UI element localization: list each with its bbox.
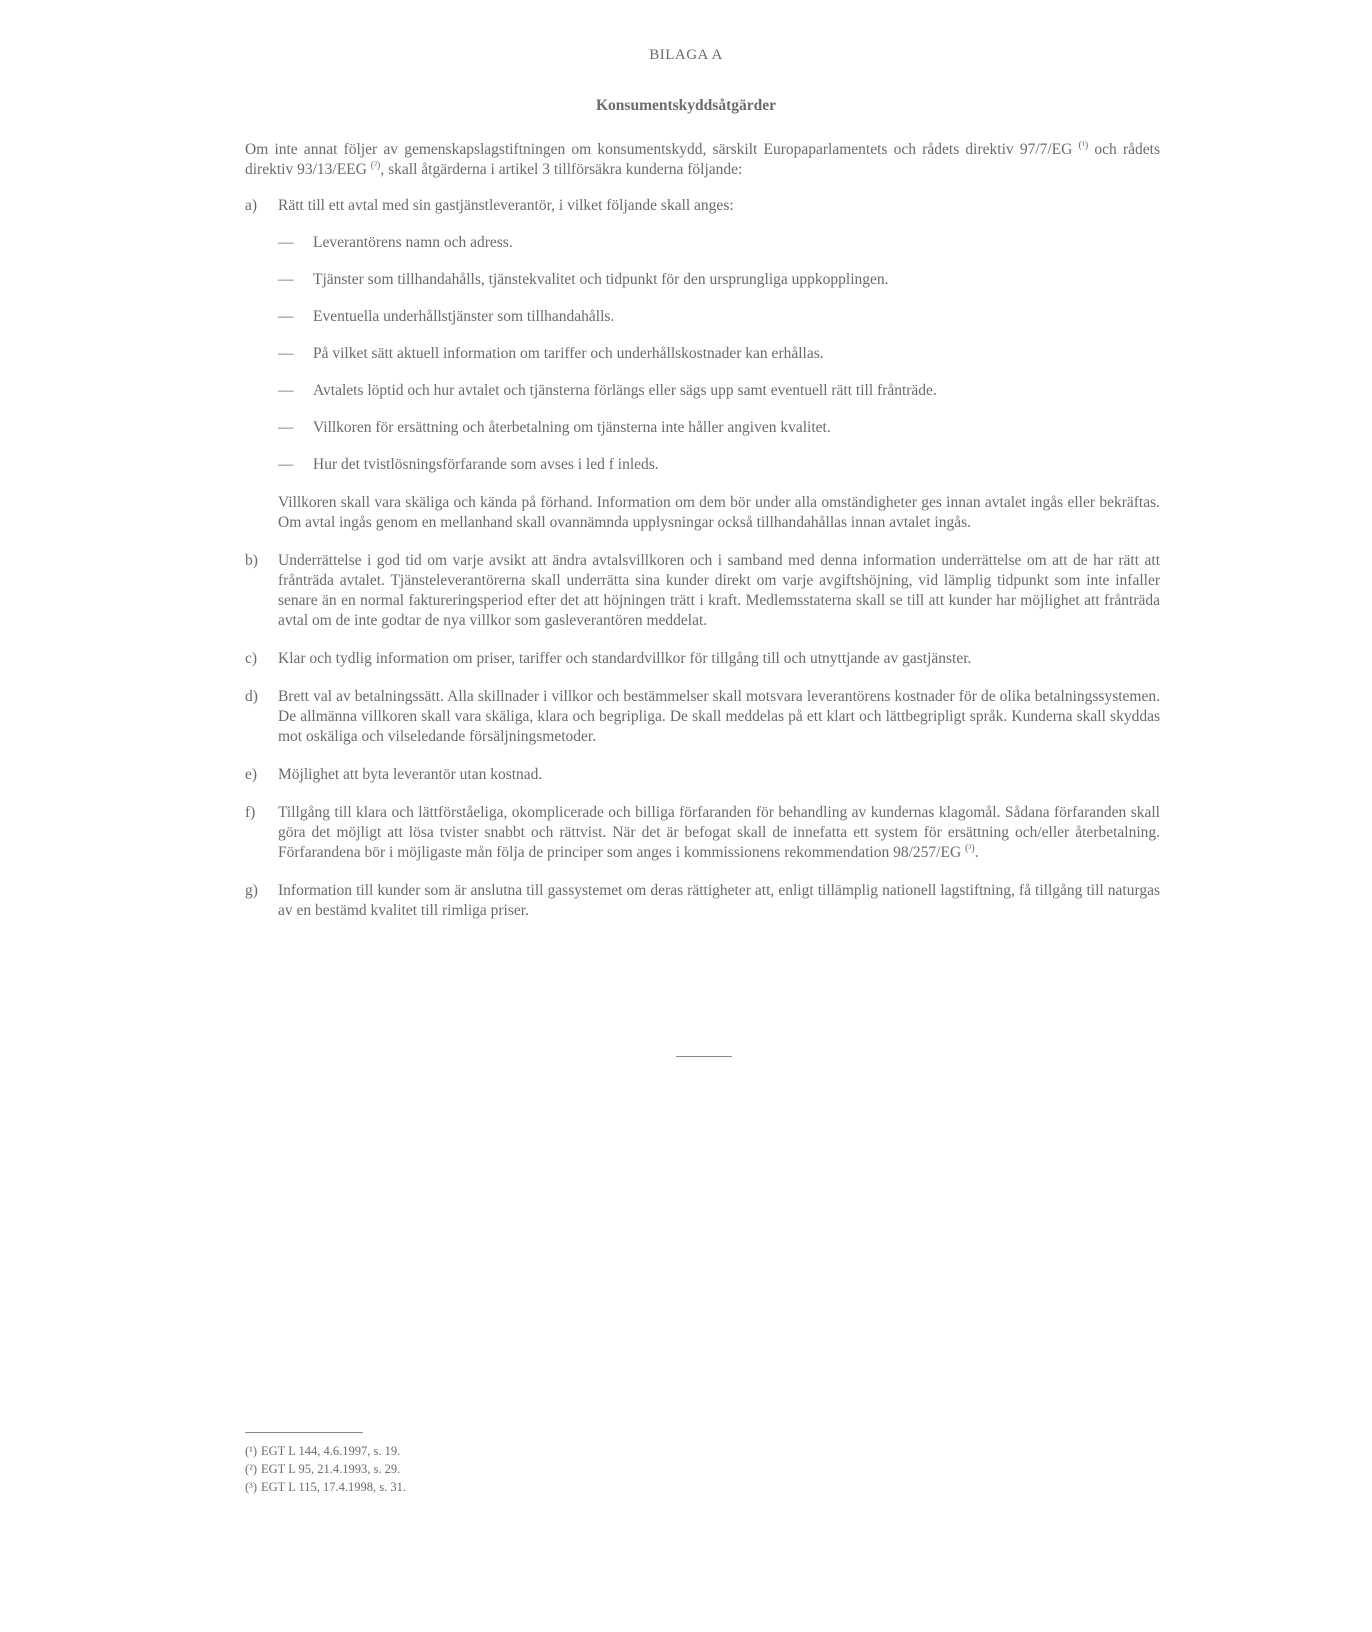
list-item-c: [245, 649, 1160, 669]
list-item-a: [245, 196, 1160, 533]
annex-title: BILAGA A: [649, 47, 723, 63]
dash-bullet: —: [278, 419, 294, 436]
footnote-ref-2: (²): [370, 159, 381, 171]
item-text: Brett val av betalningssätt. Alla skillnader i villkor och bestämmelser skall motsvara leverantörens kostnader för de olika betalningssystemen. De allmänna villkoren skall vara skäliga, klara och begripliga. De skall meddelas på ett klart och lättbegripligt språk. Kunderna skall skyddas mot oskäliga och vilseledande försäljningsmetoder.: [278, 688, 1160, 745]
section-divider: [676, 1056, 732, 1057]
list-item-f: [245, 803, 1160, 863]
dash-bullet: —: [278, 308, 294, 325]
section-title: Konsumentskyddsåtgärder: [596, 97, 776, 114]
item-label: f): [245, 804, 256, 821]
footnote-mark: (³): [245, 1480, 258, 1494]
dash-bullet: —: [278, 345, 294, 362]
footnote-ref-3: (³): [965, 842, 975, 854]
item-text: Information till kunder som är anslutna till gassystemet om deras rättigheter att, enligt tillämplig nationell lagstiftning, få tillgång till naturgas av en bestämd kvalitet till rimliga priser.: [278, 882, 1160, 919]
dash-item: — Hur det tvistlösningsförfarande som avses i led f inleds.: [278, 456, 659, 473]
dash-item: — Leverantörens namn och adress.: [278, 234, 513, 251]
footnote: [245, 1460, 845, 1478]
list-item-b: [245, 551, 1160, 631]
dash-bullet: —: [278, 271, 294, 288]
footnote-rule: [245, 1432, 363, 1433]
dash-bullet: —: [278, 456, 294, 473]
item-text: Möjlighet att byta leverantör utan kostnad.: [278, 766, 543, 783]
item-label: d): [245, 688, 258, 705]
document-body: [245, 140, 1160, 939]
item-label: a): [245, 197, 258, 214]
list-item-e: [245, 765, 1160, 785]
dash-item: — Eventuella underhållstjänster som tillhandahålls.: [278, 308, 615, 325]
footnote: [245, 1442, 845, 1460]
item-label: c): [245, 650, 258, 667]
item-label: b): [245, 552, 258, 569]
footnote-text: EGT L 144, 4.6.1997, s. 19.: [261, 1444, 401, 1458]
dash-item: — På vilket sätt aktuell information om tariffer och underhållskostnader kan erhållas.: [278, 345, 824, 362]
item-text: Rätt till ett avtal med sin gastjänstleverantör, i vilket följande skall anges:: [278, 197, 734, 214]
footnotes: [245, 1442, 845, 1496]
footnote-mark: (²): [245, 1462, 258, 1476]
item-label: g): [245, 882, 258, 899]
dash-bullet: —: [278, 382, 294, 399]
item-text: Tillgång till klara och lättförståeliga, okomplicerade och billiga förfaranden för behandling av kundernas klagomål. Sådana förfaranden skall göra det möjligt att lösa tvister snabbt och rättvist. När det är befogat skall de innefatta ett system för ersättning och/eller återbetalning. Förfarandena bör i möjligaste mån följa de principer som anges i kommissionens rekommendation 98/257/EG $^{(^3)}$.: [278, 804, 1160, 861]
footnote-mark: (¹): [245, 1444, 258, 1458]
item-text: Klar och tydlig information om priser, tariffer och standardvillkor för tillgång till och utnyttjande av gastjänster.: [278, 650, 972, 667]
dash-item: — Tjänster som tillhandahålls, tjänstekvalitet och tidpunkt för den ursprungliga uppkopplingen.: [278, 271, 889, 288]
list-item-g: [245, 881, 1160, 921]
footnote-text: EGT L 95, 21.4.1993, s. 29.: [261, 1462, 401, 1476]
item-text: Underrättelse i god tid om varje avsikt att ändra avtalsvillkoren och i samband med denna information underrättelse om att de har rätt att frånträda avtalet. Tjänsteleverantörerna skall underrätta sina kunder direkt om varje avgiftshöjning, vid lämplig tidpunkt som inte infaller senare än en normal faktureringsperiod efter det att höjningen trätt i kraft. Medlemsstaterna skall se till att kunder har möjlighet att frånträda avtal om de inte godtar de nya villkor som gasleverantören meddelat.: [278, 552, 1160, 629]
footnote-ref-1: (¹): [1078, 139, 1089, 151]
intro-paragraph: Om inte annat följer av gemenskapslagstiftningen om konsumentskydd, särskilt Europaparlamentets och rådets direktiv 97/7/EG $^{(^1)}$ och rådets direktiv 93/13/EEG $^{(^2)}$, skall åtgärderna i artikel 3 tillförsäkra kunderna följande:: [245, 139, 1160, 178]
item-label: e): [245, 766, 258, 783]
footnote: [245, 1478, 845, 1496]
dash-bullet: —: [278, 234, 294, 251]
item-closing-paragraph: Villkoren skall vara skäliga och kända på förhand. Information om dem bör under alla omständigheter ges innan avtalet ingås eller bekräftas. Om avtal ingås genom en mellanhand skall ovannämnda upplysningar också tillhandahållas innan avtalet ingås.: [278, 494, 1160, 531]
dash-item: — Avtalets löptid och hur avtalet och tjänsterna förlängs eller sägs upp samt eventuell rätt till frånträde.: [278, 382, 937, 399]
footnote-text: EGT L 115, 17.4.1998, s. 31.: [261, 1480, 407, 1494]
dash-item: — Villkoren för ersättning och återbetalning om tjänsterna inte håller angiven kvalitet.: [278, 419, 831, 436]
list-item-d: [245, 687, 1160, 747]
